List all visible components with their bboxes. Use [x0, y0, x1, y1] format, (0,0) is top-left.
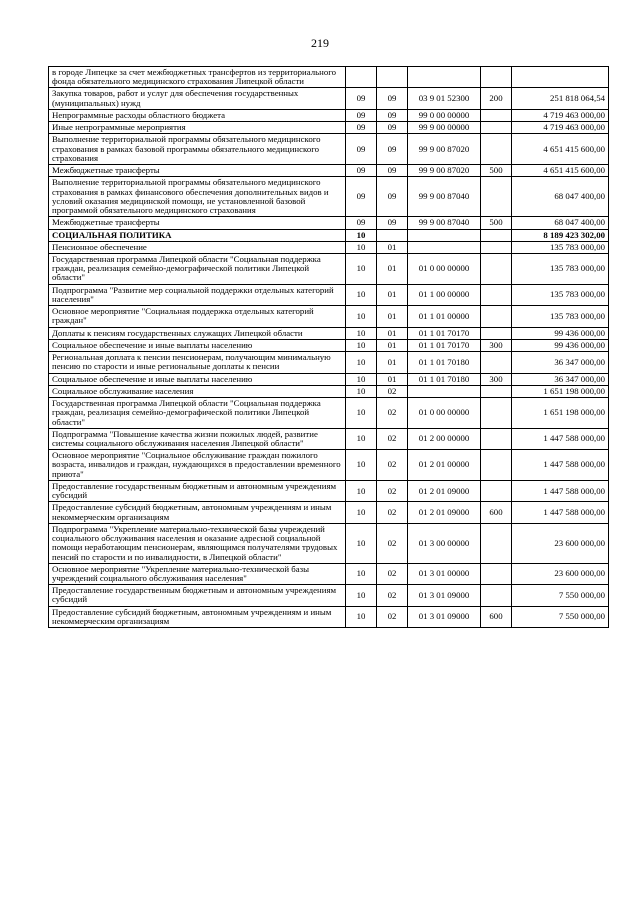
row-subsection-cell: 01 — [377, 327, 408, 339]
row-amount-cell: 4 719 463 000,00 — [512, 109, 609, 121]
row-amount-cell — [512, 67, 609, 88]
row-expense-type-cell: 300 — [481, 373, 512, 385]
page-number: 219 — [311, 36, 329, 50]
row-target-article-cell — [408, 385, 481, 397]
row-amount-cell: 1 651 198 000,00 — [512, 385, 609, 397]
row-expense-type-cell — [481, 241, 512, 253]
row-target-article-cell: 01 3 01 09000 — [408, 585, 481, 606]
row-amount-cell: 1 447 588 000,00 — [512, 480, 609, 501]
row-name-cell: Межбюджетные трансферты — [49, 217, 346, 229]
row-subsection-cell: 02 — [377, 480, 408, 501]
row-name-cell: Государственная программа Липецкой области "Социальная поддержка граждан, реализация семейно-демографической политики Липецкой области" — [49, 398, 346, 429]
row-section-cell: 10 — [346, 502, 377, 523]
row-target-article-cell: 01 1 01 70180 — [408, 352, 481, 373]
table-row — [49, 177, 609, 217]
row-name-cell: Межбюджетные трансферты — [49, 165, 346, 177]
row-section-cell: 10 — [346, 352, 377, 373]
budget-table-body — [49, 67, 609, 628]
row-section-cell: 10 — [346, 606, 377, 627]
row-expense-type-cell: 500 — [481, 165, 512, 177]
table-row — [49, 428, 609, 449]
row-subsection-cell: 09 — [377, 217, 408, 229]
row-subsection-cell: 02 — [377, 563, 408, 584]
row-amount-cell: 1 447 588 000,00 — [512, 502, 609, 523]
table-row — [49, 502, 609, 523]
row-target-article-cell: 01 2 00 00000 — [408, 428, 481, 449]
row-expense-type-cell: 600 — [481, 502, 512, 523]
row-subsection-cell: 02 — [377, 398, 408, 429]
row-amount-cell: 135 783 000,00 — [512, 241, 609, 253]
row-amount-cell: 7 550 000,00 — [512, 585, 609, 606]
row-target-article-cell: 01 3 00 00000 — [408, 523, 481, 563]
row-amount-cell: 99 436 000,00 — [512, 327, 609, 339]
row-section-cell: 10 — [346, 563, 377, 584]
table-row — [49, 450, 609, 481]
table-row — [49, 165, 609, 177]
table-row — [49, 306, 609, 327]
table-row — [49, 327, 609, 339]
row-subsection-cell: 01 — [377, 241, 408, 253]
row-expense-type-cell — [481, 480, 512, 501]
row-section-cell: 10 — [346, 398, 377, 429]
row-name-cell: Социальное обеспечение и иные выплаты населению — [49, 339, 346, 351]
row-amount-cell: 23 600 000,00 — [512, 563, 609, 584]
table-row — [49, 352, 609, 373]
row-target-article-cell: 01 0 00 00000 — [408, 253, 481, 284]
row-target-article-cell: 01 2 01 00000 — [408, 450, 481, 481]
row-section-cell: 09 — [346, 177, 377, 217]
row-section-cell: 09 — [346, 88, 377, 109]
row-subsection-cell: 02 — [377, 385, 408, 397]
row-name-cell: Подпрограмма "Повышение качества жизни пожилых людей, развитие системы социального обслуживания населения Липецкой области" — [49, 428, 346, 449]
table-row — [49, 563, 609, 584]
row-expense-type-cell — [481, 563, 512, 584]
row-subsection-cell: 02 — [377, 450, 408, 481]
table-row — [49, 385, 609, 397]
row-name-cell: Социальное обеспечение и иные выплаты населению — [49, 373, 346, 385]
row-name-cell: Предоставление государственным бюджетным и автономным учреждениям субсидий — [49, 585, 346, 606]
row-expense-type-cell — [481, 585, 512, 606]
table-row — [49, 67, 609, 88]
row-section-cell: 10 — [346, 241, 377, 253]
row-amount-cell: 4 651 415 600,00 — [512, 134, 609, 165]
row-section-cell: 09 — [346, 165, 377, 177]
row-expense-type-cell — [481, 253, 512, 284]
row-amount-cell: 1 447 588 000,00 — [512, 428, 609, 449]
row-target-article-cell: 01 3 01 09000 — [408, 606, 481, 627]
row-expense-type-cell — [481, 398, 512, 429]
row-section-cell: 10 — [346, 385, 377, 397]
row-target-article-cell: 01 1 01 70180 — [408, 373, 481, 385]
row-expense-type-cell — [481, 428, 512, 449]
row-amount-cell: 4 651 415 600,00 — [512, 165, 609, 177]
row-target-article-cell: 99 9 00 87020 — [408, 165, 481, 177]
table-row — [49, 88, 609, 109]
row-section-cell — [346, 67, 377, 88]
row-subsection-cell: 02 — [377, 606, 408, 627]
row-expense-type-cell — [481, 229, 512, 241]
row-name-cell: Подпрограмма "Развитие мер социальной поддержки отдельных категорий населения" — [49, 284, 346, 305]
row-target-article-cell — [408, 229, 481, 241]
row-amount-cell: 23 600 000,00 — [512, 523, 609, 563]
row-name-cell: Выполнение территориальной программы обязательного медицинского страхования в рамках базовой программы обязательного медицинского страхования — [49, 134, 346, 165]
row-subsection-cell: 09 — [377, 165, 408, 177]
row-amount-cell: 251 818 064,54 — [512, 88, 609, 109]
row-expense-type-cell — [481, 306, 512, 327]
row-expense-type-cell — [481, 284, 512, 305]
row-name-cell: Региональная доплата к пенсии пенсионерам, получающим минимальную пенсию по старости и иные региональные доплаты к пенсии — [49, 352, 346, 373]
row-amount-cell: 1 651 198 000,00 — [512, 398, 609, 429]
row-subsection-cell: 09 — [377, 122, 408, 134]
row-section-cell: 10 — [346, 284, 377, 305]
row-amount-cell: 68 047 400,00 — [512, 177, 609, 217]
row-expense-type-cell — [481, 109, 512, 121]
row-expense-type-cell — [481, 122, 512, 134]
table-row — [49, 398, 609, 429]
row-target-article-cell: 01 3 01 00000 — [408, 563, 481, 584]
row-name-cell: Предоставление государственным бюджетным и автономным учреждениям субсидий — [49, 480, 346, 501]
row-name-cell: Основное мероприятие "Укрепление материально-технической базы учреждений социального обслуживания населения" — [49, 563, 346, 584]
row-subsection-cell: 02 — [377, 523, 408, 563]
table-row — [49, 480, 609, 501]
row-target-article-cell: 01 2 01 09000 — [408, 480, 481, 501]
row-section-cell: 10 — [346, 480, 377, 501]
row-section-cell: 10 — [346, 229, 377, 241]
row-target-article-cell: 99 9 00 00000 — [408, 122, 481, 134]
row-section-cell: 10 — [346, 585, 377, 606]
row-section-cell: 10 — [346, 327, 377, 339]
row-amount-cell: 99 436 000,00 — [512, 339, 609, 351]
row-subsection-cell: 01 — [377, 339, 408, 351]
row-subsection-cell — [377, 229, 408, 241]
row-name-cell: Закупка товаров, работ и услуг для обеспечения государственных (муниципальных) нужд — [49, 88, 346, 109]
row-amount-cell: 135 783 000,00 — [512, 284, 609, 305]
budget-table — [48, 66, 609, 628]
row-target-article-cell: 01 1 00 00000 — [408, 284, 481, 305]
row-section-cell: 09 — [346, 134, 377, 165]
row-subsection-cell: 01 — [377, 373, 408, 385]
row-amount-cell: 7 550 000,00 — [512, 606, 609, 627]
row-target-article-cell: 01 2 01 09000 — [408, 502, 481, 523]
row-target-article-cell: 01 1 01 70170 — [408, 339, 481, 351]
row-subsection-cell: 01 — [377, 253, 408, 284]
row-target-article-cell: 01 0 00 00000 — [408, 398, 481, 429]
table-row — [49, 523, 609, 563]
row-target-article-cell: 01 1 01 00000 — [408, 306, 481, 327]
row-subsection-cell: 09 — [377, 88, 408, 109]
row-section-cell: 10 — [346, 306, 377, 327]
row-subsection-cell: 09 — [377, 134, 408, 165]
row-amount-cell: 36 347 000,00 — [512, 373, 609, 385]
table-row — [49, 217, 609, 229]
row-subsection-cell: 01 — [377, 306, 408, 327]
row-target-article-cell — [408, 241, 481, 253]
row-target-article-cell: 99 0 00 00000 — [408, 109, 481, 121]
row-name-cell: Основное мероприятие "Социальная поддержка отдельных категорий граждан" — [49, 306, 346, 327]
row-section-cell: 10 — [346, 523, 377, 563]
table-row — [49, 134, 609, 165]
row-target-article-cell: 03 9 01 52300 — [408, 88, 481, 109]
row-subsection-cell: 01 — [377, 352, 408, 373]
row-section-cell: 09 — [346, 217, 377, 229]
row-amount-cell: 8 189 423 302,00 — [512, 229, 609, 241]
row-subsection-cell: 02 — [377, 428, 408, 449]
row-expense-type-cell: 600 — [481, 606, 512, 627]
table-row — [49, 284, 609, 305]
row-expense-type-cell — [481, 177, 512, 217]
table-row — [49, 606, 609, 627]
row-name-cell: Пенсионное обеспечение — [49, 241, 346, 253]
row-expense-type-cell — [481, 523, 512, 563]
row-target-article-cell: 99 9 00 87040 — [408, 217, 481, 229]
row-section-cell: 09 — [346, 122, 377, 134]
row-amount-cell: 4 719 463 000,00 — [512, 122, 609, 134]
row-subsection-cell: 09 — [377, 177, 408, 217]
row-name-cell: Социальное обслуживание населения — [49, 385, 346, 397]
row-name-cell: Иные непрограммные мероприятия — [49, 122, 346, 134]
table-row — [49, 373, 609, 385]
row-name-cell: Предоставление субсидий бюджетным, автономным учреждениям и иным некоммерческим организациям — [49, 606, 346, 627]
table-row — [49, 229, 609, 241]
row-section-cell: 10 — [346, 253, 377, 284]
row-name-cell: в городе Липецке за счет межбюджетных трансфертов из территориального фонда обязательного медицинского страхования Липецкой области — [49, 67, 346, 88]
row-target-article-cell: 99 9 00 87040 — [408, 177, 481, 217]
table-row — [49, 585, 609, 606]
table-row — [49, 109, 609, 121]
row-name-cell: Предоставление субсидий бюджетным, автономным учреждениям и иным некоммерческим организациям — [49, 502, 346, 523]
row-amount-cell: 135 783 000,00 — [512, 306, 609, 327]
row-amount-cell: 68 047 400,00 — [512, 217, 609, 229]
row-section-cell: 10 — [346, 428, 377, 449]
table-row — [49, 339, 609, 351]
row-amount-cell: 1 447 588 000,00 — [512, 450, 609, 481]
row-expense-type-cell — [481, 134, 512, 165]
row-expense-type-cell — [481, 327, 512, 339]
row-expense-type-cell — [481, 352, 512, 373]
row-subsection-cell: 02 — [377, 585, 408, 606]
row-target-article-cell: 01 1 01 70170 — [408, 327, 481, 339]
row-name-cell: Непрограммные расходы областного бюджета — [49, 109, 346, 121]
row-expense-type-cell: 300 — [481, 339, 512, 351]
table-row — [49, 122, 609, 134]
row-subsection-cell: 01 — [377, 284, 408, 305]
row-subsection-cell: 09 — [377, 109, 408, 121]
row-section-cell: 10 — [346, 373, 377, 385]
row-name-cell: Доплаты к пенсиям государственных служащих Липецкой области — [49, 327, 346, 339]
row-name-cell: Основное мероприятие "Социальное обслуживание граждан пожилого возраста, инвалидов и граждан, нуждающихся в предоставлении временного приюта" — [49, 450, 346, 481]
table-row — [49, 241, 609, 253]
table-row — [49, 253, 609, 284]
row-amount-cell: 135 783 000,00 — [512, 253, 609, 284]
row-section-cell: 10 — [346, 339, 377, 351]
row-expense-type-cell: 200 — [481, 88, 512, 109]
row-section-cell: 09 — [346, 109, 377, 121]
row-subsection-cell — [377, 67, 408, 88]
row-name-cell: Выполнение территориальной программы обязательного медицинского страхования в рамках финансового обеспечения дополнительных видов и условий оказания медицинской помощи, не установленной базовой программой обязательного медицинского страхования — [49, 177, 346, 217]
row-target-article-cell: 99 9 00 87020 — [408, 134, 481, 165]
row-amount-cell: 36 347 000,00 — [512, 352, 609, 373]
row-expense-type-cell — [481, 385, 512, 397]
row-expense-type-cell — [481, 67, 512, 88]
row-name-cell: Государственная программа Липецкой области "Социальная поддержка граждан, реализация семейно-демографической политики Липецкой области" — [49, 253, 346, 284]
row-name-cell: СОЦИАЛЬНАЯ ПОЛИТИКА — [49, 229, 346, 241]
row-expense-type-cell — [481, 450, 512, 481]
row-name-cell: Подпрограмма "Укрепление материально-технической базы учреждений социального обслуживания населения и оказание адресной социальной помощи неработающим пенсионерам, являющимся получателями трудовых пенсий по старости и по инвалидности, в Липецкой области" — [49, 523, 346, 563]
row-target-article-cell — [408, 67, 481, 88]
row-expense-type-cell: 500 — [481, 217, 512, 229]
row-section-cell: 10 — [346, 450, 377, 481]
row-subsection-cell: 02 — [377, 502, 408, 523]
